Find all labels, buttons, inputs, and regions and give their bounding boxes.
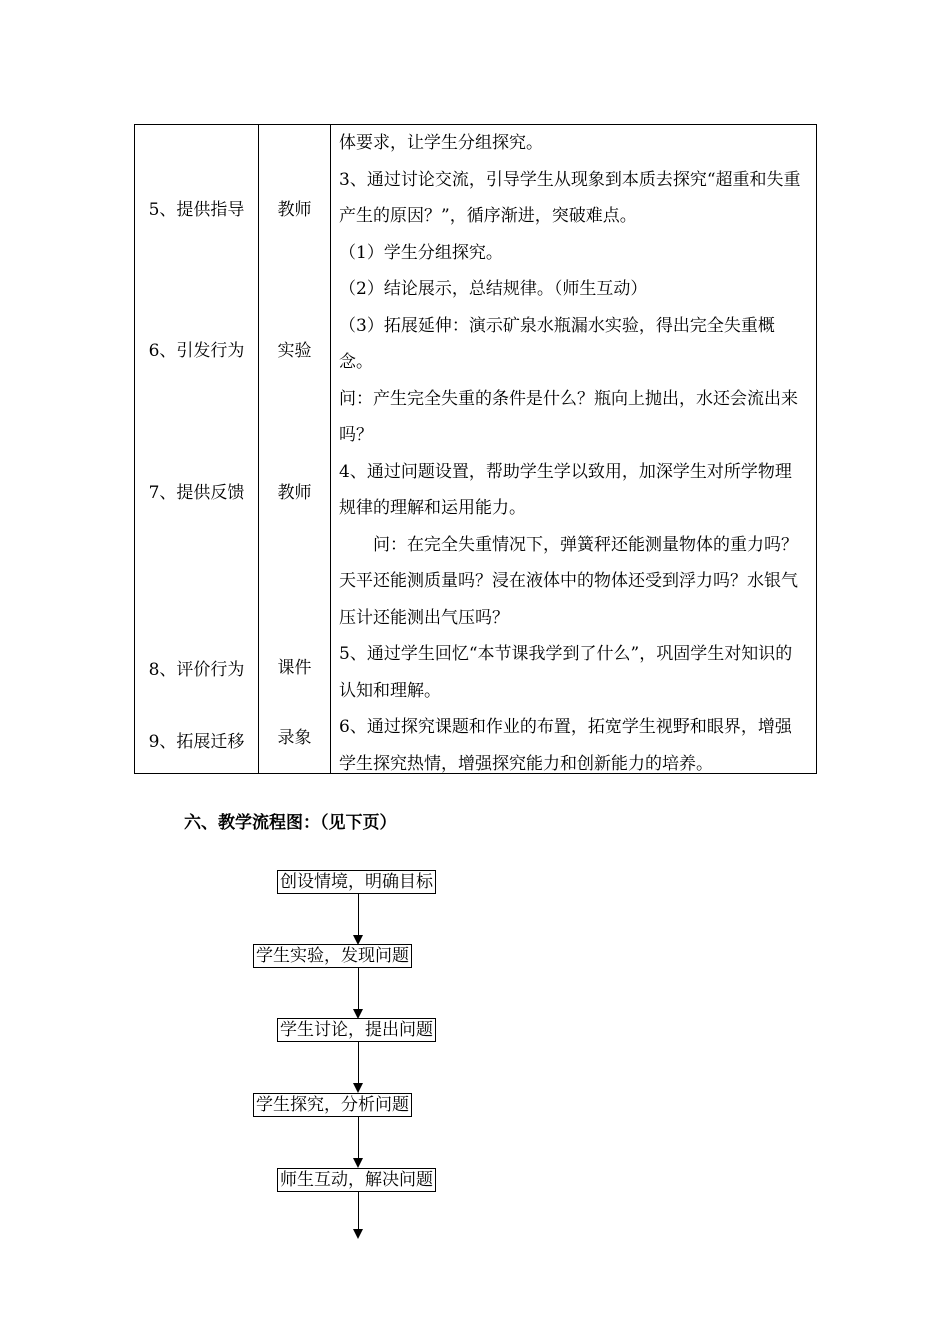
flow-step-box: 师生互动，解决问题 (277, 1168, 436, 1192)
content-paragraph: 问：在完全失重情况下，弹簧秤还能测量物体的重力吗？天平还能测质量吗？浸在液体中的物体还受到浮力吗？水银气压计还能测出气压吗？ (339, 534, 798, 628)
content-column (331, 125, 817, 774)
content-paragraph: 体要求，让学生分组探究。 (339, 133, 543, 153)
step-column (135, 125, 259, 774)
step-label: 6、引发行为 (148, 341, 245, 361)
flow-step-box: 学生探究，分析问题 (253, 1093, 412, 1117)
step-label: 5、提供指导 (148, 200, 245, 220)
media-label: 教师 (277, 483, 312, 503)
media-label: 录象 (277, 728, 312, 748)
step-label: 7、提供反馈 (148, 483, 245, 503)
media-column (259, 125, 331, 774)
flow-step-box: 学生讨论，提出问题 (277, 1018, 436, 1042)
content-paragraph: 问：产生完全失重的条件是什么？瓶向上抛出，水还会流出来吗？ (339, 388, 798, 445)
content-paragraph: 5、通过学生回忆“本节课我学到了什么”，巩固学生对知识的认知和理解。 (339, 644, 793, 701)
content-paragraph: （3）拓展延伸：演示矿泉水瓶漏水实验，得出完全失重概念。 (339, 315, 775, 372)
step-label: 8、评价行为 (148, 660, 245, 680)
media-label: 课件 (277, 658, 312, 678)
content-paragraph: 6、通过探究课题和作业的布置，拓宽学生视野和眼界，增强学生探究热情，增强探究能力和创新能力的培养。 (339, 717, 792, 774)
content-paragraph: 4、通过问题设置，帮助学生学以致用，加深学生对所学物理规律的理解和运用能力。 (339, 461, 792, 518)
flow-step-box: 创设情境，明确目标 (277, 870, 436, 894)
flow-step-box: 学生实验，发现问题 (253, 944, 412, 968)
table-row (135, 125, 817, 774)
media-label: 实验 (277, 341, 312, 361)
step-label: 9、拓展迁移 (148, 732, 245, 752)
content-paragraph: 3、通过讨论交流，引导学生从现象到本质去探究“超重和失重产生的原因？”，循序渐进，突破难点。 (339, 169, 801, 226)
teaching-process-table (134, 124, 817, 774)
section-title: 六、教学流程图：（见下页） (184, 813, 397, 833)
media-label: 教师 (277, 200, 312, 220)
content-paragraph: （1）学生分组探究。 (339, 242, 503, 263)
content-paragraph: （2）结论展示，总结规律。（师生互动） (339, 279, 648, 299)
